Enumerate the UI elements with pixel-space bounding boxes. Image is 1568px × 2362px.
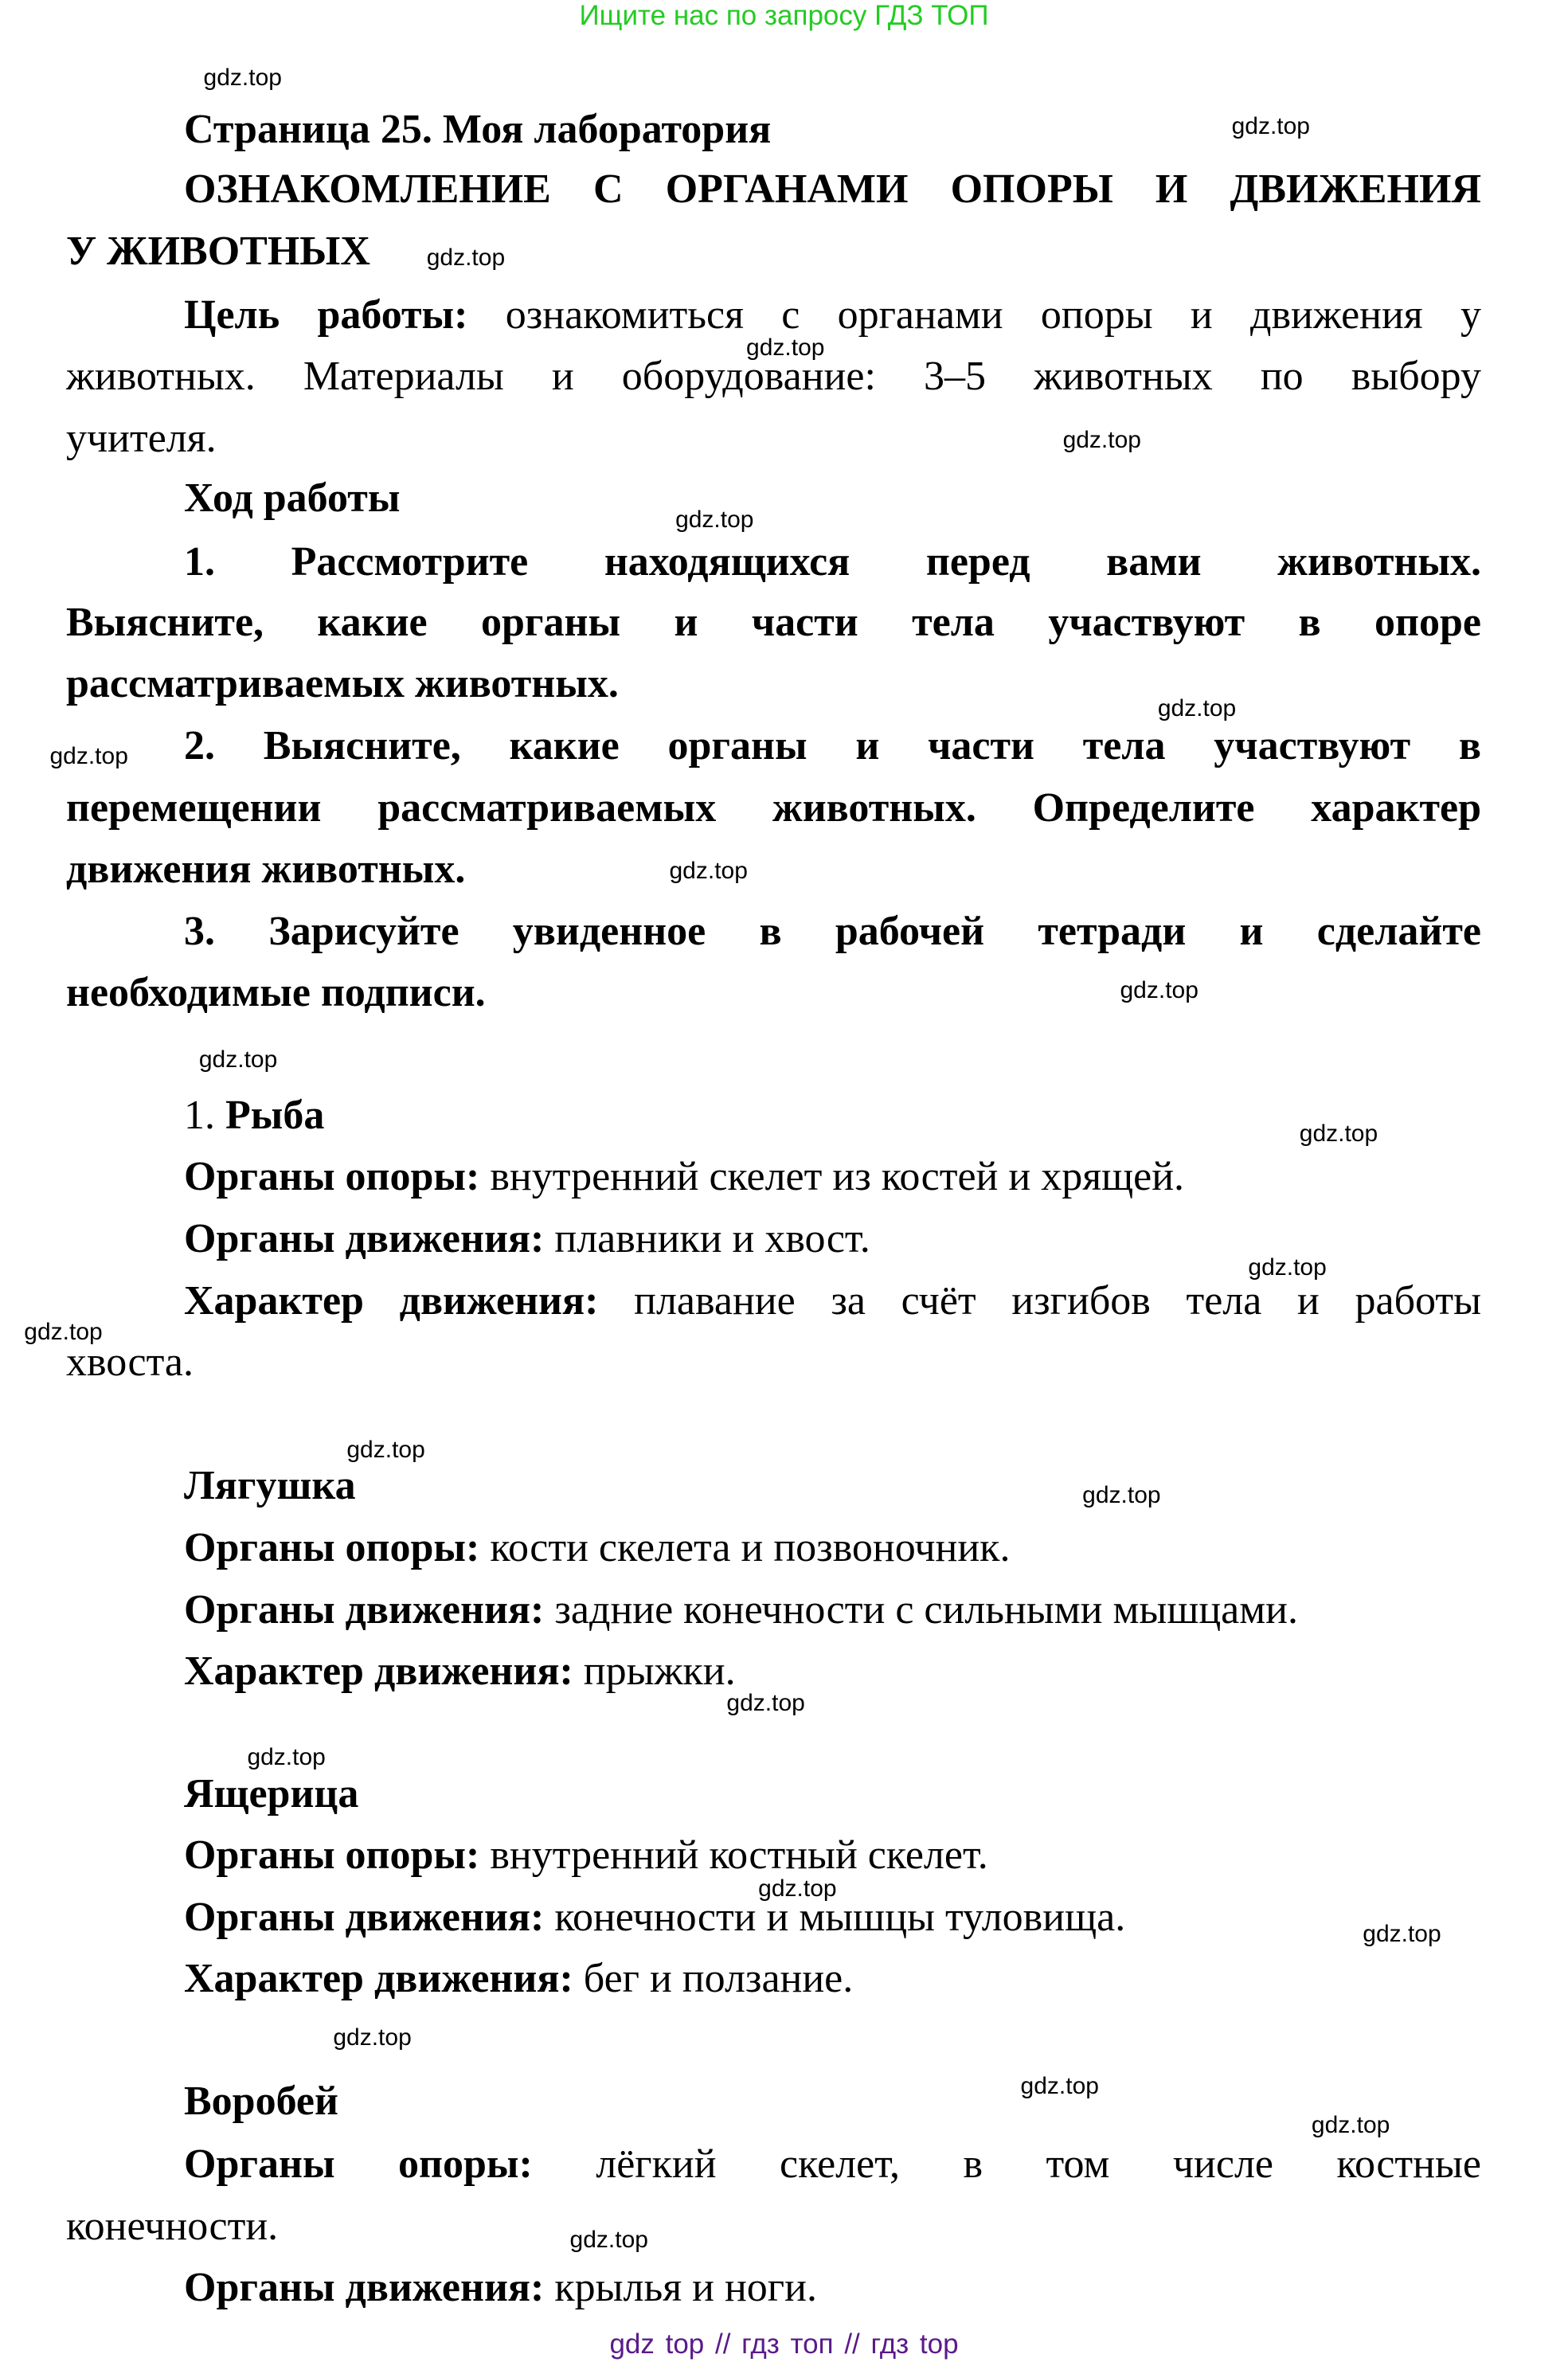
- watermark: gdz.top: [1363, 1920, 1441, 1947]
- bold-text: Органы опоры:: [184, 2141, 533, 2188]
- text-line: [184, 2258, 817, 2318]
- bold-text: Органы движения:: [184, 1586, 545, 1633]
- text: внутренний костный скелет.: [479, 1832, 988, 1879]
- watermark: gdz.top: [198, 1046, 278, 1073]
- watermark: gdz.top: [24, 1319, 103, 1346]
- watermark: gdz.top: [1311, 2112, 1390, 2139]
- text-line: [184, 2134, 1481, 2195]
- watermark: gdz.top: [675, 506, 754, 534]
- bold-text: Органы опоры:: [184, 1832, 480, 1879]
- bold-text: Характер движения:: [184, 1277, 599, 1324]
- text-line: [184, 901, 1481, 962]
- bold-text: движения животных.: [66, 847, 466, 893]
- bold-text: 2. Выясните, какие органы и части тела участвуют в: [184, 722, 1481, 768]
- watermark: gdz.top: [726, 1690, 805, 1717]
- text-line: [66, 2196, 278, 2257]
- text-line: [184, 1949, 853, 2009]
- text: крылья и ноги.: [544, 2265, 817, 2311]
- bold-text: Органы движения:: [184, 1894, 545, 1940]
- bold-text: Органы движения:: [184, 2265, 545, 2311]
- bold-text: Органы опоры:: [184, 1154, 480, 1200]
- bold-text: Органы опоры:: [184, 1525, 480, 1570]
- text-line: [66, 409, 217, 469]
- text-line: [184, 1825, 988, 1886]
- text-line: [184, 1085, 324, 1146]
- watermark: gdz.top: [1082, 1481, 1161, 1508]
- bold-text: 1. Рассмотрите находящихся перед вами животных.: [184, 538, 1481, 585]
- text: лёгкий скелет, в том числе костные: [532, 2141, 1482, 2188]
- watermark: gdz.top: [346, 1437, 425, 1464]
- bold-text: Выясните, какие органы и части тела участвуют в опоре: [66, 599, 1481, 645]
- watermark: gdz.top: [49, 743, 128, 770]
- watermark: gdz.top: [669, 858, 748, 885]
- watermark: gdz.top: [1248, 1254, 1327, 1281]
- text: плавание за счёт изгибов тела и работы: [598, 1277, 1481, 1324]
- text: животных. Материалы и оборудование: 3–5 животных по выбору: [66, 354, 1481, 400]
- text: хвоста.: [66, 1339, 194, 1386]
- watermark: gdz.top: [247, 1744, 326, 1771]
- text-line: [184, 1518, 1010, 1578]
- text: бег и ползание.: [573, 1956, 854, 2002]
- watermark: gdz.top: [426, 244, 506, 271]
- watermark: gdz.top: [203, 65, 282, 92]
- text-line: [66, 221, 370, 282]
- text-line: [66, 654, 619, 714]
- bold-text: Ход работы: [184, 475, 401, 522]
- text-line: [184, 1641, 736, 1702]
- bold-text: перемещении рассматриваемых животных. Определите характер: [66, 784, 1481, 831]
- text: ознакомиться с органами опоры и движения у: [467, 291, 1481, 338]
- bold-text: Воробей: [184, 2078, 338, 2124]
- text-line: [184, 159, 1481, 220]
- text: конечности и мышцы туловища.: [544, 1894, 1126, 1940]
- text-line: [184, 100, 771, 160]
- watermark: gdz.top: [758, 1875, 837, 1902]
- text-line: [184, 1147, 1184, 1207]
- watermark: gdz.top: [1020, 2072, 1099, 2099]
- watermark: gdz.top: [1120, 976, 1198, 1003]
- bold-text: Лягушка: [184, 1463, 356, 1509]
- text-line: [184, 1887, 1125, 1948]
- search-hint-banner: Ищите нас по запросу ГДЗ ТОП: [579, 0, 989, 31]
- text: учителя.: [66, 415, 217, 461]
- bold-text: Характер движения:: [184, 1648, 573, 1695]
- text-line: [184, 716, 1481, 776]
- text: 1.: [184, 1092, 225, 1138]
- watermark: gdz.top: [1157, 694, 1237, 722]
- footer-links[interactable]: gdz top // гдз топ // гдз top: [609, 2329, 959, 2360]
- text: прыжки.: [573, 1648, 736, 1695]
- bold-text: рассматриваемых животных.: [66, 661, 619, 707]
- text-line: [66, 592, 1481, 653]
- text: конечности.: [66, 2203, 279, 2249]
- text-line: [184, 1456, 356, 1516]
- text-line: [184, 1580, 1298, 1640]
- text: кости скелета и позвоночник.: [479, 1525, 1011, 1570]
- watermark: gdz.top: [1062, 426, 1141, 453]
- text-line: [184, 532, 1481, 592]
- bold-text: Характер движения:: [184, 1956, 573, 2002]
- watermark: gdz.top: [333, 2024, 412, 2051]
- watermark: gdz.top: [1299, 1120, 1378, 1147]
- text-line: [184, 1764, 358, 1824]
- text-line: [66, 778, 1481, 839]
- text-line: [66, 839, 465, 900]
- bold-text: Ящерица: [184, 1770, 359, 1816]
- bold-text: Органы движения:: [184, 1215, 545, 1261]
- text-line: [184, 285, 1481, 346]
- bold-text: Рыба: [225, 1092, 325, 1138]
- bold-text: необходимые подписи.: [66, 970, 486, 1016]
- bold-text: ОЗНАКОМЛЕНИЕ С ОРГАНАМИ ОПОРЫ И ДВИЖЕНИЯ: [184, 166, 1481, 213]
- text-line: [184, 1209, 870, 1269]
- text: внутренний скелет из костей и хрящей.: [479, 1154, 1185, 1200]
- bold-text: 3. Зарисуйте увиденное в рабочей тетради и сделайте: [184, 908, 1481, 954]
- text-line: [184, 468, 400, 529]
- bold-text: Страница 25. Моя лаборатория: [184, 106, 772, 152]
- watermark: gdz.top: [746, 334, 825, 362]
- watermark: gdz.top: [569, 2226, 648, 2253]
- text: задние конечности с сильными мышцами.: [544, 1586, 1298, 1633]
- bold-text: Цель работы:: [184, 291, 468, 338]
- text: плавники и хвост.: [544, 1215, 870, 1261]
- text-line: [66, 963, 486, 1023]
- watermark: gdz.top: [1231, 113, 1310, 139]
- text-line: [184, 2071, 338, 2132]
- bold-text: У ЖИВОТНЫХ: [66, 229, 370, 275]
